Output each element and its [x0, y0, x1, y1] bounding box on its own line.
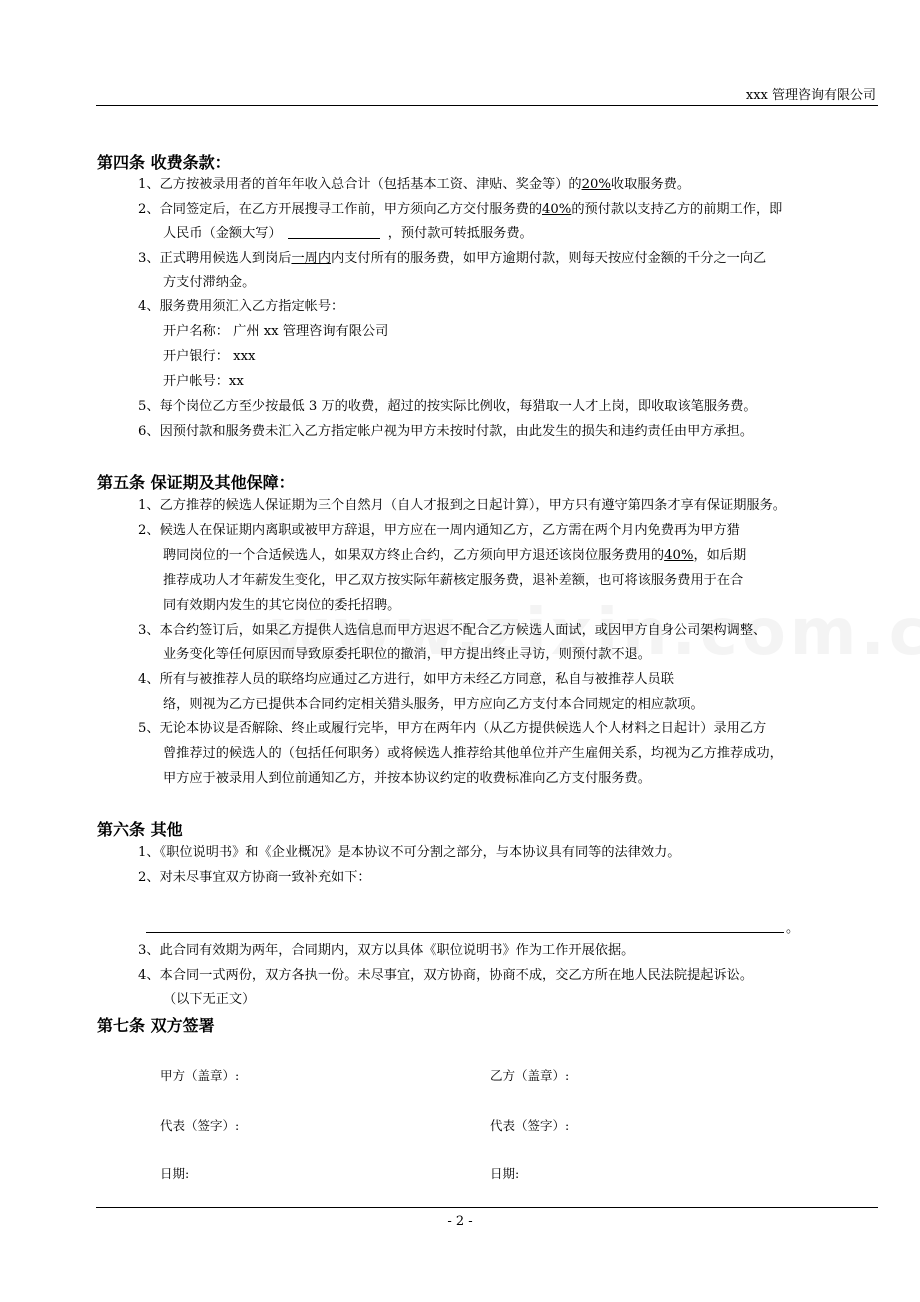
- section-5-title: 第五条 保证期及其他保障：: [97, 473, 295, 492]
- supplement-blank-line: [146, 932, 784, 933]
- no-further-text: （以下无正文）: [163, 992, 256, 1007]
- s5-item-2: 2、候选人在保证期内离职或被甲方辞退，甲方应在一周内通知乙方，乙方需在两个月内免费再为甲方猎: [138, 523, 740, 538]
- party-b-date: 日期:: [490, 1166, 520, 1181]
- section-6-title: 第六条 其他: [97, 820, 183, 839]
- header-rule: [96, 105, 878, 106]
- party-b-seal: 乙方（盖章）:: [490, 1068, 570, 1083]
- s4-item-3-cont: 方支付滞纳金。: [163, 275, 256, 290]
- footer-rule: [96, 1207, 878, 1208]
- account-number: 开户帐号：xx: [163, 374, 244, 389]
- s5-item-3: 3、本合约签订后，如果乙方提供人选信息而甲方迟迟不配合乙方候选人面试，或因甲方自身公司架构调整、: [138, 623, 767, 638]
- page-number: - 2 -: [447, 1214, 473, 1229]
- party-a-seal: 甲方（盖章）:: [160, 1068, 240, 1083]
- s4-item-2-cont: 人民币（金额大写） ，预付款可转抵服务费。: [163, 226, 533, 241]
- s6-item-2: 2、对未尽事宜双方协商一致补充如下：: [138, 870, 371, 885]
- s5-item-2-cont-2: 推荐成功人才年薪发生变化，甲乙双方按实际年薪核定服务费，退补差额，也可将该服务费用于在合: [163, 573, 744, 588]
- s4-item-1: 1、乙方按被录用者的首年年收入总合计（包括基本工资、津贴、奖金等）的20%收取服务费。: [138, 177, 691, 192]
- header-company: xxx 管理咨询有限公司: [745, 88, 876, 103]
- party-a-date: 日期:: [160, 1166, 190, 1181]
- s6-item-1: 1、《职位说明书》和《企业概况》是本协议不可分割之部分，与本协议具有同等的法律效力。: [138, 845, 681, 860]
- s4-item-6: 6、因预付款和服务费未汇入乙方指定帐户视为甲方未按时付款，由此发生的损失和违约责任由甲方承担。: [138, 424, 754, 439]
- s5-item-3-cont: 业务变化等任何原因而导致原委托职位的撤消，甲方提出终止寻访，则预付款不退。: [163, 647, 651, 662]
- s6-item-4: 4、本合同一式两份，双方各执一份。未尽事宜，双方协商，协商不成，交乙方所在地人民法院提起诉讼。: [138, 968, 754, 983]
- s5-item-5-cont-2: 甲方应于被录用人到位前通知乙方，并按本协议约定的收费标准向乙方支付服务费。: [163, 771, 651, 786]
- s5-item-2-cont-3: 同有效期内发生的其它岗位的委托招聘。: [163, 598, 401, 613]
- supplement-end: 。: [786, 921, 800, 936]
- account-name: 开户名称： 广州 xx 管理咨询有限公司: [163, 324, 389, 339]
- party-a-representative: 代表（签字）:: [160, 1118, 240, 1133]
- s4-item-3: 3、正式聘用候选人到岗后一周内内支付所有的服务费，如甲方逾期付款，则每天按应付金额的千分之一向乙: [138, 251, 767, 266]
- s4-item-2: 2、合同签定后，在乙方开展搜寻工作前，甲方须向乙方交付服务费的40%的预付款以支持乙方的前期工作，即: [138, 202, 783, 217]
- section-7-title: 第七条 双方签署: [97, 1016, 215, 1035]
- s5-item-4-cont: 络，则视为乙方已提供本合同约定相关猎头服务，甲方应向乙方支付本合同规定的相应款项。: [163, 697, 704, 712]
- s4-item-5: 5、每个岗位乙方至少按最低 3 万的收费，超过的按实际比例收，每猎取一人才上岗，即收取该笔服务费。: [138, 399, 757, 414]
- s5-item-5-cont-1: 曾推荐过的候选人的（包括任何职务）或将候选人推荐给其他单位并产生雇佣关系，均视为乙方推荐成功，: [163, 746, 783, 761]
- s4-item-4: 4、服务费用须汇入乙方指定帐号：: [138, 299, 345, 314]
- s6-item-3: 3、此合同有效期为两年，合同期内，双方以具体《职位说明书》作为工作开展依据。: [138, 943, 635, 958]
- amount-blank: [288, 224, 380, 239]
- section-4-title: 第四条 收费条款：: [97, 153, 231, 172]
- s5-item-5: 5、无论本协议是否解除、终止或履行完毕，甲方在两年内（从乙方提供候选人个人材料之日起计）录用乙方: [138, 721, 767, 736]
- s5-item-2-cont-1: 聘同岗位的一个合适候选人，如果双方终止合约，乙方须向甲方退还该岗位服务费用的40%，如后期: [163, 548, 747, 563]
- party-b-representative: 代表（签字）:: [490, 1118, 570, 1133]
- account-bank: 开户银行： xxx: [163, 349, 256, 364]
- s5-item-4: 4、所有与被推荐人员的联络均应通过乙方进行，如甲方未经乙方同意，私自与被推荐人员联: [138, 672, 674, 687]
- s5-item-1: 1、乙方推荐的候选人保证期为三个自然月（自人才报到之日起计算），甲方只有遵守第四条才享有保证期服务。: [138, 498, 786, 513]
